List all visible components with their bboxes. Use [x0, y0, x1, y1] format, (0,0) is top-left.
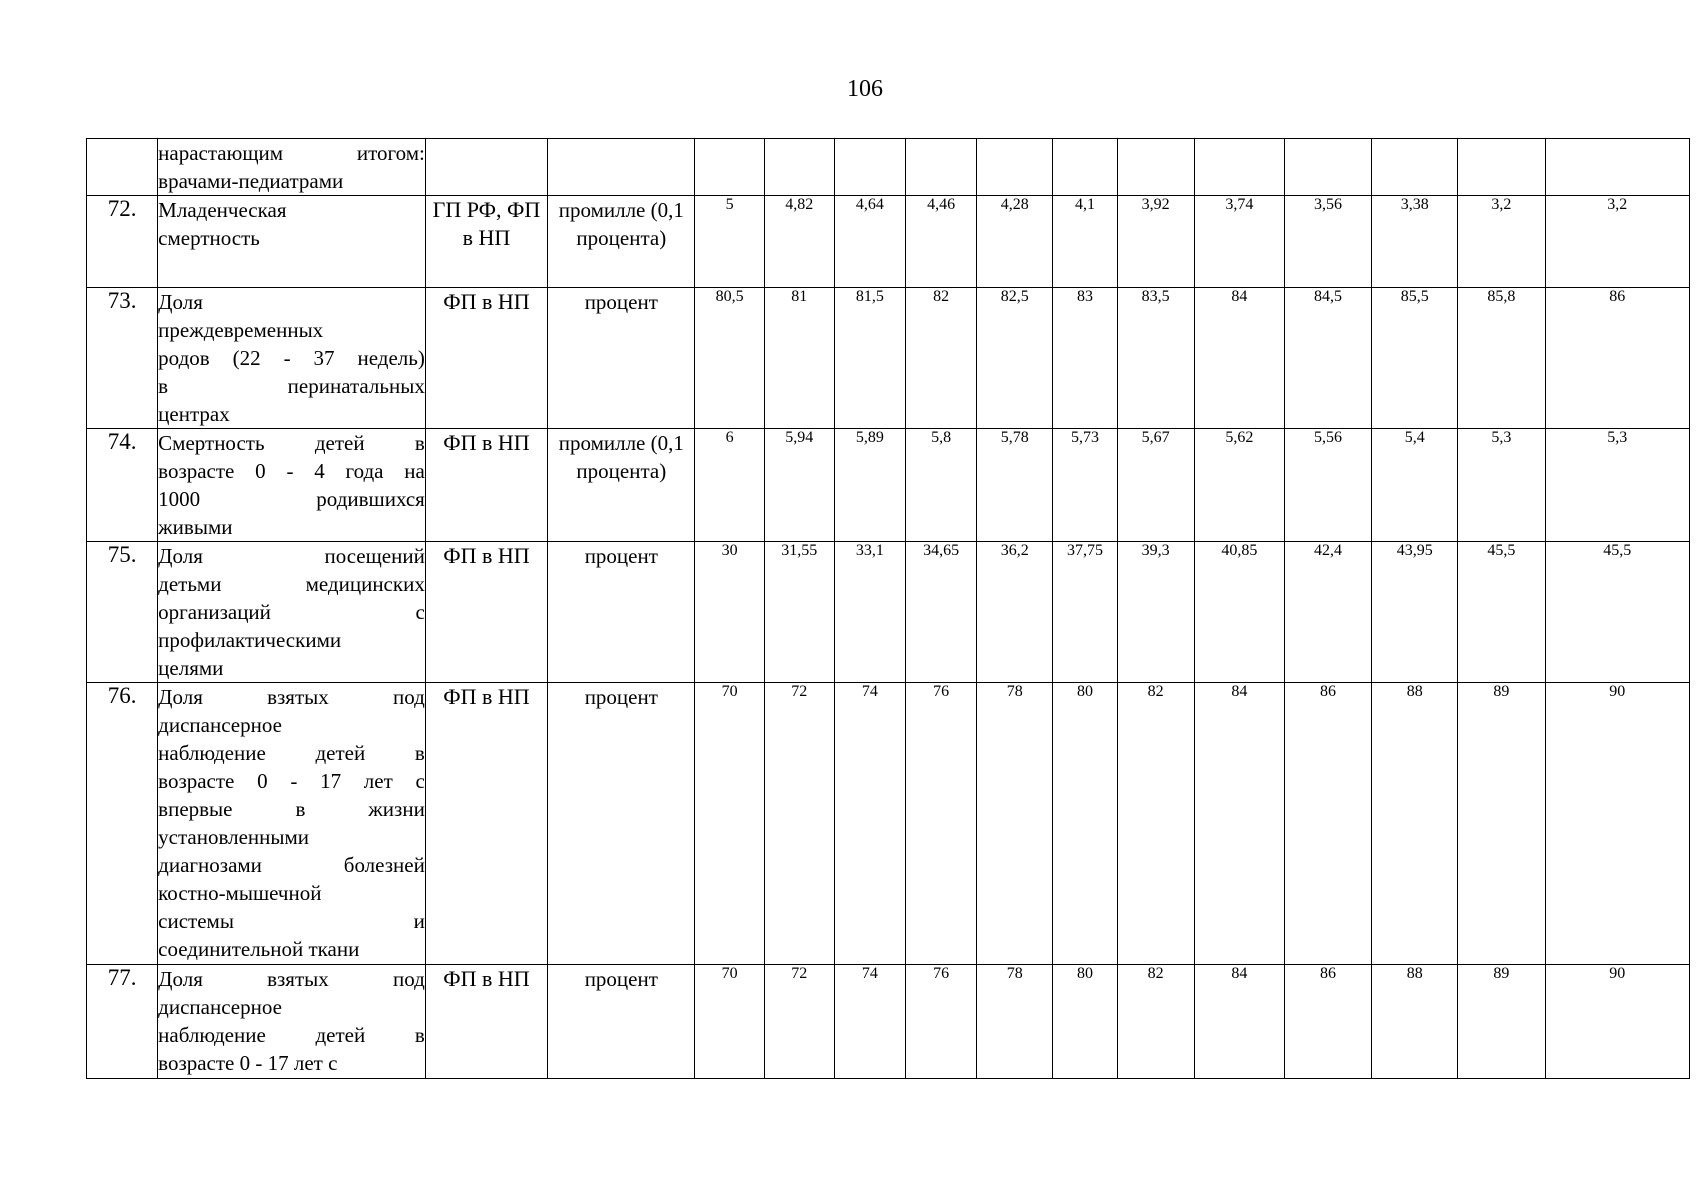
- row-number: 73.: [87, 288, 158, 429]
- indicator-name-line: Доля: [158, 290, 203, 314]
- table-row: [87, 429, 1690, 542]
- indicator-name-line: наблюдение детей в: [158, 741, 425, 765]
- indicator-value: 82,5: [977, 288, 1053, 429]
- indicator-value: 34,65: [906, 542, 977, 683]
- indicator-name-line: врачами-педиатрами: [158, 169, 344, 193]
- indicator-value: 5,73: [1053, 429, 1117, 542]
- indicator-value: 5: [695, 196, 764, 288]
- indicator-name-line: живыми: [158, 515, 233, 539]
- indicator-name-line: Доля взятых под: [158, 967, 425, 991]
- indicator-source: ГП РФ, ФП в НП: [425, 196, 547, 288]
- indicator-value: 45,5: [1458, 542, 1545, 683]
- indicator-value: 82: [1117, 683, 1194, 965]
- indicator-name-line: установленными: [158, 825, 310, 849]
- indicator-value: 43,95: [1372, 542, 1458, 683]
- indicator-source: ФП в НП: [425, 288, 547, 429]
- indicator-name-line: 1000 родившихся: [158, 487, 425, 511]
- indicator-value: 88: [1372, 965, 1458, 1079]
- indicator-value: 86: [1284, 683, 1371, 965]
- row-number: 76.: [87, 683, 158, 965]
- indicator-name-line: костно-мышечной: [158, 881, 322, 905]
- indicator-value: 5,3: [1458, 429, 1545, 542]
- indicator-name: [158, 139, 426, 196]
- indicator-value: 84,5: [1284, 288, 1371, 429]
- indicator-value: 74: [834, 965, 905, 1079]
- indicator-value: [1117, 139, 1194, 196]
- indicator-value: 72: [764, 683, 834, 965]
- indicator-value: 3,92: [1117, 196, 1194, 288]
- row-number: 72.: [87, 196, 158, 288]
- indicator-value: 37,75: [1053, 542, 1117, 683]
- indicator-value: 5,4: [1372, 429, 1458, 542]
- indicator-value: 78: [977, 965, 1053, 1079]
- indicator-value: [1458, 139, 1545, 196]
- indicator-value: 40,85: [1194, 542, 1284, 683]
- indicator-value: 3,2: [1545, 196, 1689, 288]
- indicator-unit: промилле (0,1 процента): [548, 429, 695, 542]
- indicator-source: ФП в НП: [425, 683, 547, 965]
- indicator-unit: процент: [548, 542, 695, 683]
- indicator-value: 4,82: [764, 196, 834, 288]
- indicator-name: [158, 429, 426, 542]
- table-row: [87, 139, 1690, 196]
- indicator-value: 84: [1194, 683, 1284, 965]
- indicator-value: 4,46: [906, 196, 977, 288]
- indicator-value: [1372, 139, 1458, 196]
- indicator-value: 81: [764, 288, 834, 429]
- indicator-source: ФП в НП: [425, 542, 547, 683]
- indicator-value: 42,4: [1284, 542, 1371, 683]
- indicator-value: 84: [1194, 965, 1284, 1079]
- table-row: [87, 196, 1690, 288]
- indicator-value: 30: [695, 542, 764, 683]
- indicator-unit: [548, 139, 695, 196]
- indicator-value: 80: [1053, 965, 1117, 1079]
- indicator-value: 83,5: [1117, 288, 1194, 429]
- indicator-value: 5,78: [977, 429, 1053, 542]
- indicator-value: 76: [906, 965, 977, 1079]
- indicator-value: 33,1: [834, 542, 905, 683]
- indicator-name-line: профилактическими: [158, 628, 342, 652]
- indicator-value: 39,3: [1117, 542, 1194, 683]
- row-number: 74.: [87, 429, 158, 542]
- indicator-name-line: возрасте 0 - 17 лет с: [158, 1051, 338, 1075]
- indicator-name-line: смертность: [158, 226, 260, 250]
- indicator-value: [834, 139, 905, 196]
- indicator-name-line: соединительной ткани: [158, 937, 360, 961]
- indicator-value: 4,64: [834, 196, 905, 288]
- indicator-value: 80: [1053, 683, 1117, 965]
- indicator-value: 82: [906, 288, 977, 429]
- indicator-value: 5,94: [764, 429, 834, 542]
- indicator-value: 3,56: [1284, 196, 1371, 288]
- indicator-name-line: детьми медицинских: [158, 572, 425, 596]
- table-row: [87, 542, 1690, 683]
- indicator-value: 90: [1545, 683, 1689, 965]
- indicator-value: 88: [1372, 683, 1458, 965]
- indicator-name-line: Доля посещений: [158, 544, 425, 568]
- indicator-value: 5,62: [1194, 429, 1284, 542]
- indicator-value: [906, 139, 977, 196]
- indicator-name-line: возрасте 0 - 17 лет с: [158, 769, 425, 793]
- indicator-value: 86: [1284, 965, 1371, 1079]
- indicator-source: [425, 139, 547, 196]
- indicator-value: 4,28: [977, 196, 1053, 288]
- indicator-value: 6: [695, 429, 764, 542]
- row-number: 77.: [87, 965, 158, 1079]
- indicator-value: 89: [1458, 965, 1545, 1079]
- indicator-value: 3,38: [1372, 196, 1458, 288]
- indicator-name-line: впервые в жизни: [158, 797, 425, 821]
- indicator-value: 81,5: [834, 288, 905, 429]
- indicator-value: 4,1: [1053, 196, 1117, 288]
- indicator-name-line: диспансерное: [158, 713, 282, 737]
- indicator-value: [977, 139, 1053, 196]
- indicator-name: [158, 196, 426, 288]
- indicator-name-line: преждевременных: [158, 318, 324, 342]
- indicator-name-line: организаций с: [158, 600, 425, 624]
- indicator-value: 5,3: [1545, 429, 1689, 542]
- indicator-source: ФП в НП: [425, 965, 547, 1079]
- indicator-value: 86: [1545, 288, 1689, 429]
- indicator-value: 90: [1545, 965, 1689, 1079]
- indicator-unit: процент: [548, 965, 695, 1079]
- indicator-name-line: Доля взятых под: [158, 685, 425, 709]
- indicator-name-line: диагнозами болезней: [158, 853, 425, 877]
- indicator-value: 85,8: [1458, 288, 1545, 429]
- page-number: 106: [847, 76, 883, 102]
- indicator-name: [158, 683, 426, 965]
- indicator-value: [695, 139, 764, 196]
- indicator-value: 70: [695, 965, 764, 1079]
- indicator-name-line: родов (22 - 37 недель): [158, 346, 425, 370]
- indicator-value: 36,2: [977, 542, 1053, 683]
- indicator-value: 3,2: [1458, 196, 1545, 288]
- indicator-value: 72: [764, 965, 834, 1079]
- indicator-name-line: целями: [158, 656, 224, 680]
- indicator-unit: процент: [548, 288, 695, 429]
- indicator-value: 83: [1053, 288, 1117, 429]
- indicator-value: 70: [695, 683, 764, 965]
- indicator-name-line: Смертность детей в: [158, 431, 425, 455]
- indicator-value: [1284, 139, 1371, 196]
- indicator-value: 5,89: [834, 429, 905, 542]
- indicator-value: 74: [834, 683, 905, 965]
- indicator-value: 31,55: [764, 542, 834, 683]
- indicator-name-line: возрасте 0 - 4 года на: [158, 459, 425, 483]
- indicator-name-line: Младенческая: [158, 198, 287, 222]
- indicator-value: [1545, 139, 1689, 196]
- table-row: [87, 683, 1690, 965]
- indicators-table: [86, 138, 1690, 1079]
- indicator-value: 5,56: [1284, 429, 1371, 542]
- indicator-value: 5,67: [1117, 429, 1194, 542]
- indicator-name-line: в перинатальных: [158, 374, 425, 398]
- indicator-name: [158, 288, 426, 429]
- indicator-name: [158, 965, 426, 1079]
- row-number: [87, 139, 158, 196]
- indicator-value: 5,8: [906, 429, 977, 542]
- indicator-unit: промилле (0,1 процента): [548, 196, 695, 288]
- indicator-name-line: системы и: [158, 909, 425, 933]
- indicator-unit: процент: [548, 683, 695, 965]
- indicator-value: 76: [906, 683, 977, 965]
- row-number: 75.: [87, 542, 158, 683]
- indicator-value: [1053, 139, 1117, 196]
- indicator-value: 45,5: [1545, 542, 1689, 683]
- indicator-value: 80,5: [695, 288, 764, 429]
- indicator-name-line: диспансерное: [158, 995, 282, 1019]
- indicator-name-line: нарастающим итогом:: [158, 141, 425, 165]
- indicator-value: 78: [977, 683, 1053, 965]
- indicator-value: 3,74: [1194, 196, 1284, 288]
- table-row: [87, 288, 1690, 429]
- indicator-value: [1194, 139, 1284, 196]
- indicator-name-line: наблюдение детей в: [158, 1023, 425, 1047]
- table-row: [87, 965, 1690, 1079]
- indicator-source: ФП в НП: [425, 429, 547, 542]
- indicator-value: 84: [1194, 288, 1284, 429]
- indicator-value: [764, 139, 834, 196]
- indicator-value: 89: [1458, 683, 1545, 965]
- indicator-value: 85,5: [1372, 288, 1458, 429]
- indicator-value: 82: [1117, 965, 1194, 1079]
- indicator-name: [158, 542, 426, 683]
- indicator-name-line: центрах: [158, 402, 230, 426]
